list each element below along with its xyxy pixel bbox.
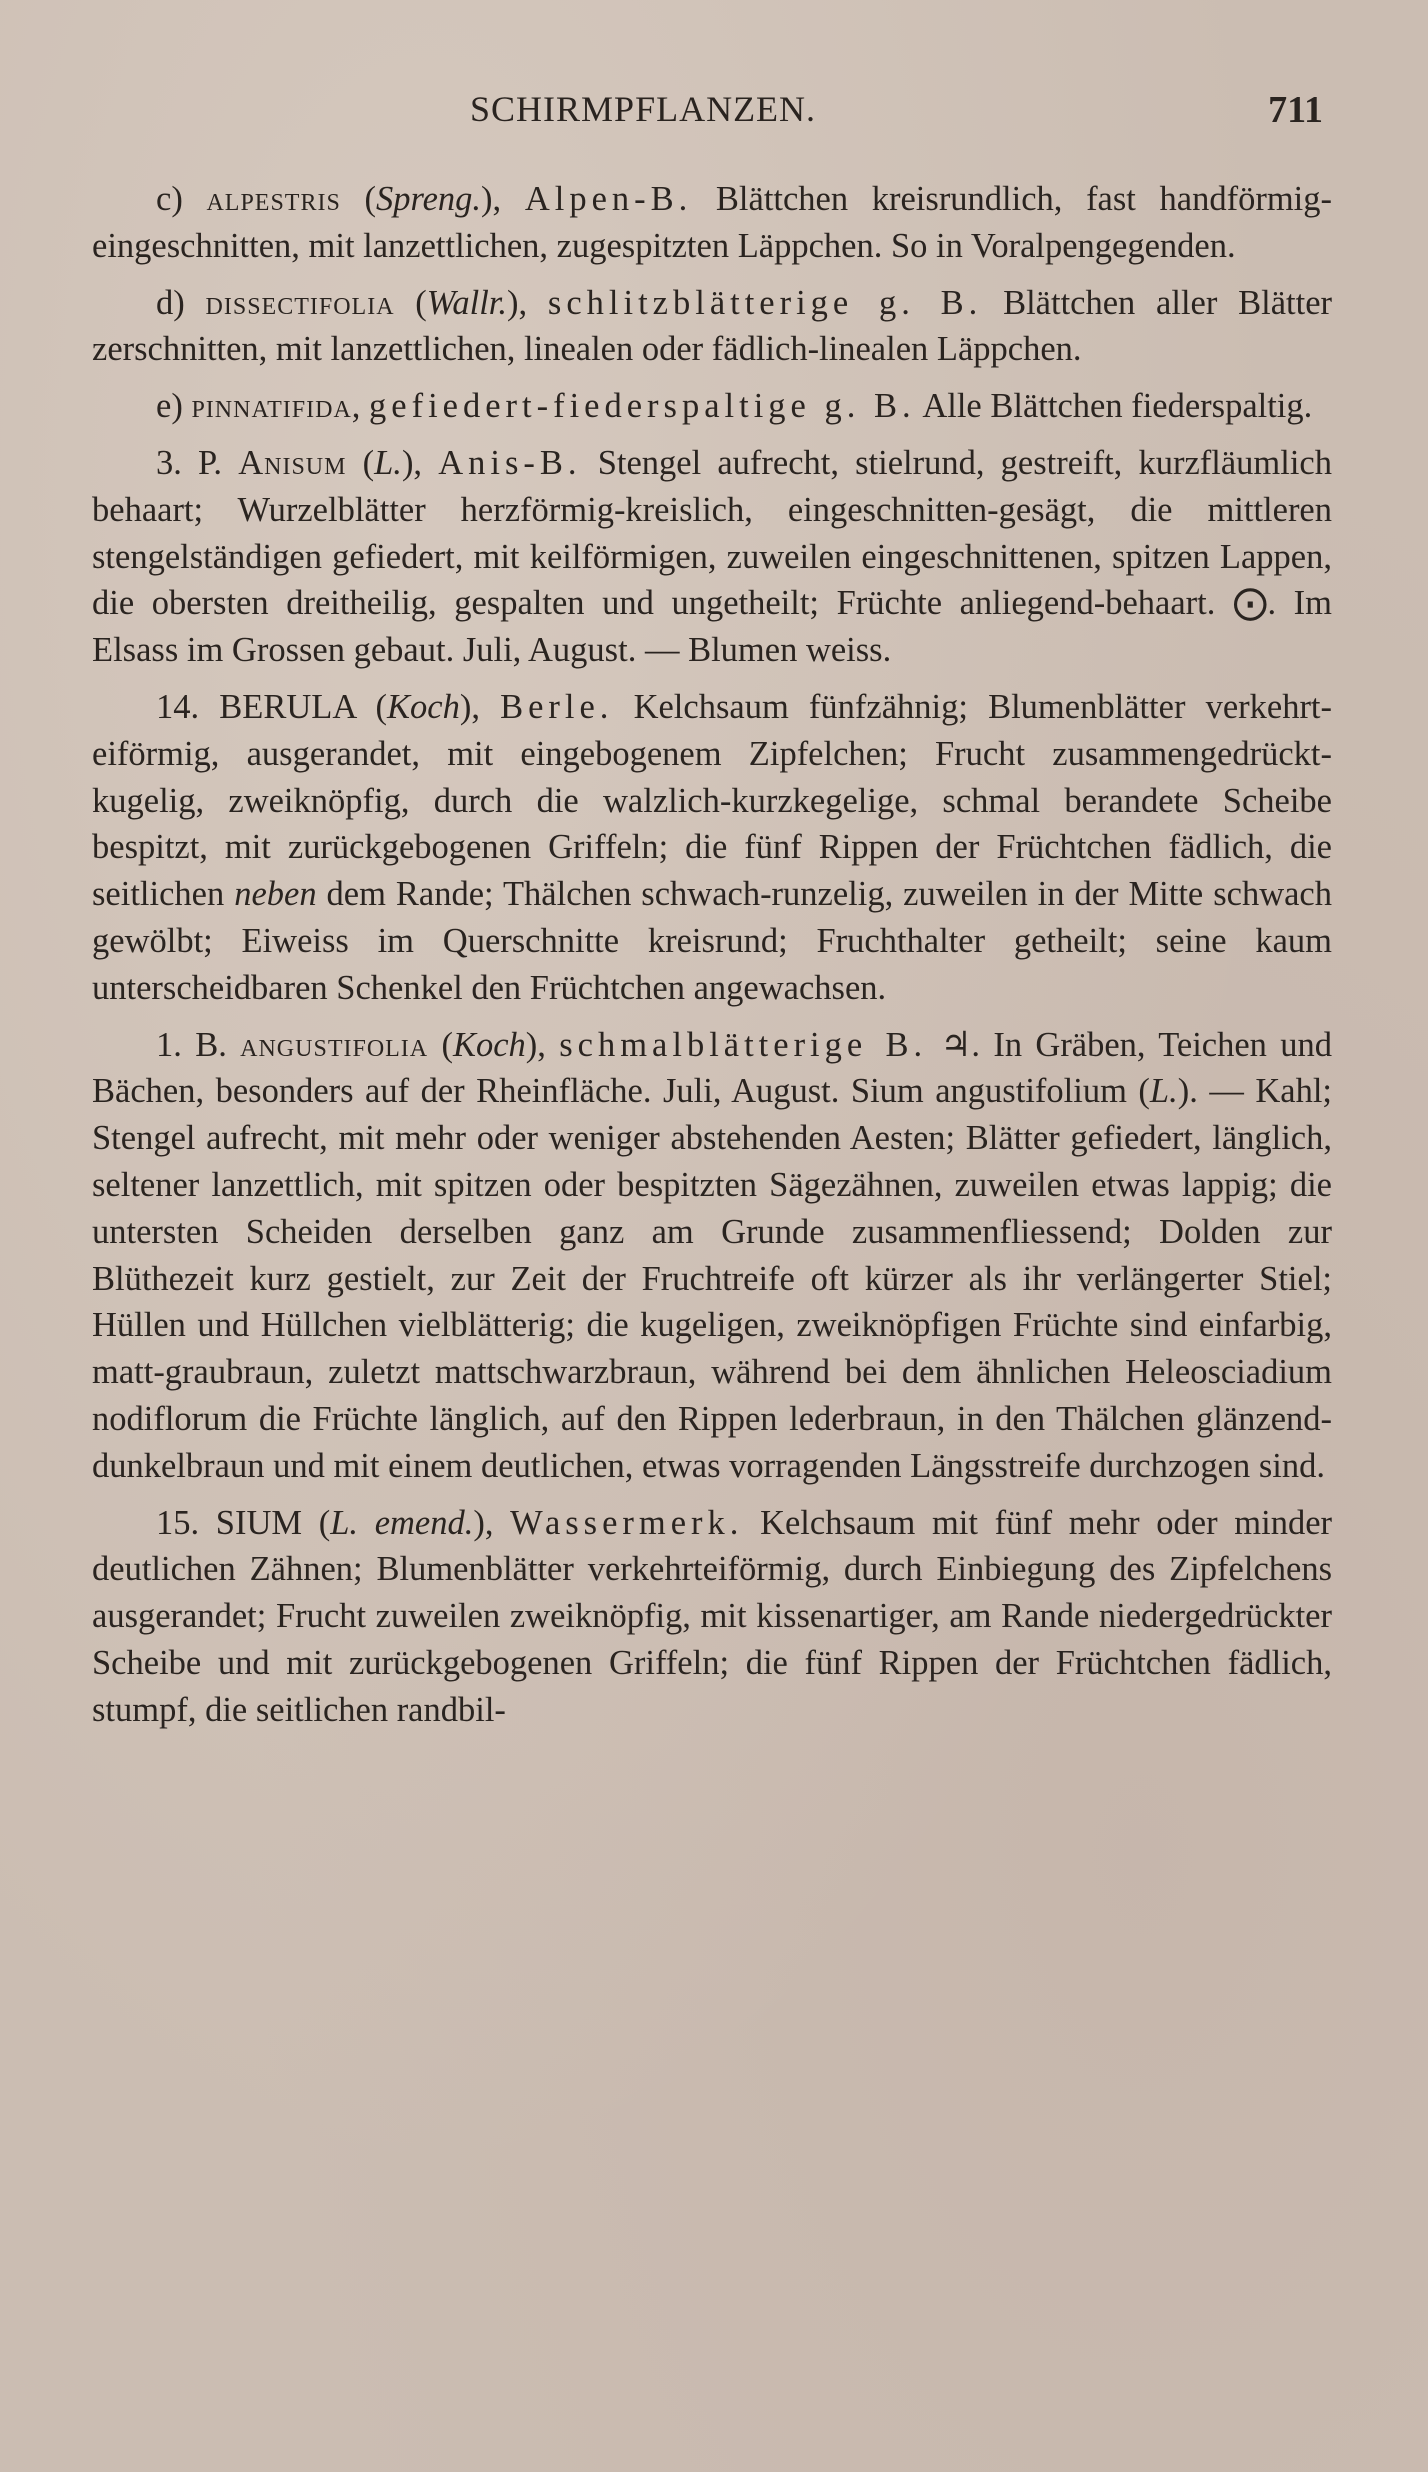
common-name: Berle. [500, 687, 614, 726]
text-run: Stengel aufrecht, stielrund, gestreift, kurzfläumlich behaart; Wurzelblätter herzförmig-kreislich, eingeschnitten-gesägt, die mittleren stengelständigen gefiedert, mit keilförmigen, zuweilen eingeschnittenen, spitzen Lappen, die obersten dreitheilig, gespalten und ungetheilt; Früchte anliegend-behaart. ⨀. Im Elsass im Grossen gebaut. Juli, August. — Blumen weiss. [92, 443, 1332, 670]
text-run: ), [459, 687, 501, 726]
taxon-name: dissectifolia [205, 283, 395, 322]
text-run: ( [394, 283, 427, 322]
text-run: 1. B. [156, 1025, 241, 1064]
author-citation: Spreng. [375, 180, 482, 218]
text-run: Alle Blättchen fiederspaltig. [915, 387, 1313, 426]
text-run: ), [481, 180, 525, 218]
author-citation: L. [374, 443, 402, 482]
paragraph [92, 280, 1332, 374]
author-citation: Koch [452, 1025, 526, 1064]
text-run: Kelchsaum mit fünf mehr oder minder deutlichen Zähnen; Blumenblätter verkehrteiförmig, durch Einbiegung des Zipfelchens ausgerandet; Frucht zuweilen zweiknöpfig, mit kissenartiger, am Rande niedergedrückter Scheibe und mit zurückgebogenen Griffeln; die fünf Rippen der Früchtchen fädlich, stumpf, die seitlichen randbil- [92, 1503, 1332, 1729]
text-run: 15. SIUM ( [156, 1503, 331, 1542]
text-run: 3. P. [156, 443, 239, 482]
text-run: ♃. In Gräben, Teichen und Bächen, besonders auf der Rheinfläche. Juli, August. Sium angustifolium ( [92, 1025, 1332, 1111]
author-citation: Koch [387, 687, 460, 726]
text-run: ( [346, 443, 375, 482]
text-run: Blättchen aller Blätter zerschnitten, mit lanzettlichen, linealen oder fädlich-linealen Läppchen. [92, 283, 1332, 369]
common-name: Alpen-B. [524, 180, 693, 218]
text-run: c) [156, 180, 207, 218]
text-run: Blättchen kreisrundlich, fast handförmig-eingeschnitten, mit lanzettlichen, zugespitzten Läppchen. So in Voralpengegenden. [92, 180, 1332, 265]
text-run: ), [507, 283, 548, 322]
paragraph [92, 1022, 1332, 1490]
text-run: 14. BERULA ( [156, 687, 387, 726]
paragraph [92, 383, 1332, 430]
text-run: ( [428, 1025, 453, 1064]
text-run: d) [156, 283, 206, 322]
common-name: schlitzblätterige g. B. [547, 283, 983, 322]
taxon-name: Anisum [238, 443, 347, 482]
page-header [0, 88, 1428, 148]
common-name: schmalblätterige B. [559, 1025, 928, 1064]
author-citation: Wallr. [426, 283, 508, 322]
taxon-name: pinnatifida [191, 387, 352, 426]
text-run: Kelchsaum fünfzähnig; Blumenblätter verkehrt-eiförmig, ausgerandet, mit eingebogenem Zipfelchen; Frucht zusammengedrückt-kugelig, zweiknöpfig, durch die walzlich-kurzkegelige, schmal berandete Scheibe bespitzt, mit zurückgebogenen Griffeln; die fünf Rippen der Früchtchen fädlich, die seitlichen [92, 687, 1333, 914]
body-text [92, 176, 1332, 1744]
text-run: ), [473, 1503, 511, 1542]
author-citation: neben [234, 875, 317, 914]
common-name: Anis-B. [438, 443, 582, 482]
text-run: dem Rande; Thälchen schwach-runzelig, zuweilen in der Mitte schwach gewölbt; Eiweiss im Querschnitte kreisrund; Fruchthalter getheilt; seine kaum unterscheidbaren Schenkel den Früchtchen angewachsen. [92, 875, 1332, 1007]
taxon-name: alpestris [206, 180, 341, 218]
paragraph [92, 176, 1332, 270]
page-number: 711 [1268, 89, 1323, 131]
taxon-name: angustifolia [240, 1025, 429, 1064]
text-run: ), [525, 1025, 560, 1064]
running-title: SCHIRMPFLANZEN. [470, 89, 817, 129]
paragraph [92, 440, 1332, 674]
common-name: gefiedert-fiederspaltige g. B. [369, 387, 916, 426]
author-citation: L. emend. [330, 1503, 474, 1542]
text-run: ). — Kahl; Stengel aufrecht, mit mehr oder weniger abstehenden Aesten; Blätter gefiedert, länglich, seltener lanzettlich, mit spitzen oder bespitzten Sägezähnen, zuweilen etwas lappig; die untersten Scheiden derselben ganz am Grunde zusammenfliessend; Dolden zur Blüthezeit kurz gestielt, zur Zeit der Fruchtreife oft kürzer als ihr verlängerter Stiel; Hüllen und Hüllchen vielblätterig; die kugeligen, zweiknöpfigen Früchte sind einfarbig, matt-graubraun, zuletzt mattschwarzbraun, während bei dem ähnlichen Heleosciadium nodiflorum die Früchte länglich, auf den Rippen lederbraun, in den Thälchen glänzend-dunkelbraun und mit einem deutlichen, etwas vorragenden Längsstreife durchzogen sind. [92, 1072, 1333, 1485]
paragraph [92, 684, 1332, 1012]
text-run: e) [156, 387, 192, 426]
text-run: ( [340, 180, 376, 218]
paragraph [92, 1500, 1332, 1734]
text-run: , [351, 387, 370, 426]
author-citation: L. [1149, 1072, 1178, 1111]
common-name: Wassermerk. [510, 1503, 744, 1542]
text-run: ), [401, 443, 439, 482]
